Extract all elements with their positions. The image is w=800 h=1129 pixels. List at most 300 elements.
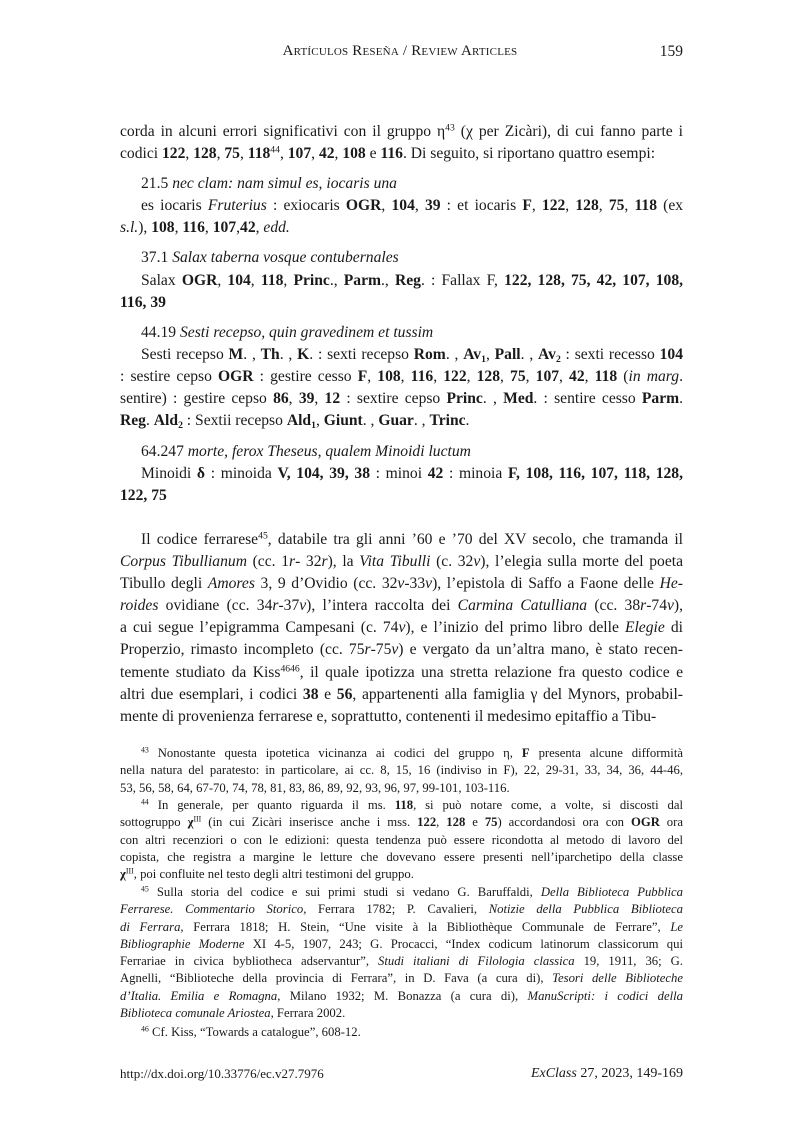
text-run: edd. <box>263 219 290 237</box>
text-run: Giunt <box>323 412 363 430</box>
text-run: , Ferrara 2002. <box>270 1006 346 1021</box>
text-line <box>120 292 683 314</box>
text-run: , <box>433 368 444 386</box>
text-run: 38 <box>302 685 319 703</box>
text-run: 75 <box>484 815 498 830</box>
text-run: Notizie della Pubblica Biblioteca <box>488 902 683 917</box>
example-4-heading <box>120 441 683 463</box>
text-run: : gestire cesso <box>253 368 358 386</box>
text-run: , <box>559 368 570 386</box>
text-run: 75 <box>608 197 625 214</box>
text-run: s.l. <box>120 219 139 237</box>
text-line <box>120 617 683 639</box>
text-run: , <box>255 219 264 237</box>
text-run: v <box>667 597 674 615</box>
text-line <box>120 247 683 269</box>
text-run: , <box>185 145 194 163</box>
superscript: 43 <box>141 745 149 755</box>
text-run: Nonostante questa ipotetica vicinanza ai codici del gruppo η, <box>148 746 522 760</box>
text-run: Pall <box>494 346 521 363</box>
text-run: Minoidi <box>141 465 197 482</box>
main-paragraph <box>120 529 683 728</box>
superscript: 4646 <box>280 663 300 675</box>
example-4-apparatus <box>120 463 683 507</box>
text-run: e <box>465 815 485 830</box>
text-run: ., <box>329 272 344 289</box>
text-run: Studi italiani di Filologia classica <box>377 954 575 969</box>
text-line <box>120 143 683 165</box>
subscript: 2 <box>178 420 183 432</box>
text-run: Corpus Tibullianum <box>120 553 247 571</box>
text-run: , appartenenti alla famiglia γ del Mynors, probabil- <box>352 685 683 703</box>
text-run: . <box>679 368 683 386</box>
text-run: , <box>204 219 213 237</box>
text-run: , <box>315 412 324 430</box>
text-line <box>120 573 683 595</box>
text-run: 3, 9 d’Ovidio (cc. 32 <box>254 575 398 593</box>
subscript: 2 <box>555 353 561 365</box>
text-line <box>120 595 683 617</box>
text-run: 108 <box>151 219 175 237</box>
text-line <box>120 551 683 573</box>
text-run: . , <box>482 390 504 408</box>
text-run: Le <box>670 919 684 934</box>
text-run: : sextire cepso <box>340 390 447 408</box>
volume-pages: 27, 2023, 149-169 <box>576 1066 683 1081</box>
text-run: -74 <box>646 597 667 615</box>
text-run: v <box>391 641 399 659</box>
text-run: di <box>664 619 683 637</box>
footnote-43 <box>120 745 683 797</box>
superscript: III <box>193 814 202 824</box>
text-run: e <box>318 685 337 703</box>
text-run: - 32 <box>295 553 322 571</box>
text-run: 116 <box>410 368 434 386</box>
text-line <box>120 953 683 970</box>
text-run: ), <box>138 219 152 237</box>
example-1-heading <box>120 173 683 195</box>
text-line <box>120 639 683 661</box>
text-run: 107 <box>287 145 312 163</box>
text-line <box>120 849 683 866</box>
text-run: 122 <box>443 368 467 386</box>
text-run: 128 <box>446 815 466 830</box>
text-run: , <box>525 368 536 386</box>
text-run: He- <box>659 575 683 593</box>
text-run: , <box>565 197 576 214</box>
text-run: . Di seguito, si riportano quattro esempi: <box>402 145 656 163</box>
text-run: , <box>311 145 319 163</box>
text-run: Reg <box>394 272 421 289</box>
text-run: . <box>145 412 154 430</box>
text-line <box>120 529 683 551</box>
superscript: 46 <box>141 1024 149 1034</box>
text-run: mente di provenienza ferrarese e, soprattutto, contenenti il medesimo epitaffio a Tibu- <box>120 707 657 725</box>
text-run: 42 <box>318 145 335 163</box>
text-run: di Ferrara <box>120 919 181 934</box>
superscript: III <box>125 866 134 876</box>
text-run: Guar <box>378 412 414 430</box>
text-run: Sesti recepso, quin gravedinem et tussim <box>179 324 434 341</box>
text-run: 122 <box>541 197 566 214</box>
text-run: Salax taberna vosque contubernales <box>172 249 399 266</box>
text-line <box>120 322 683 344</box>
text-run: Ferrarese. Commentario Storico <box>120 902 304 917</box>
text-run: F, 108, 116, 107, 118, 128, <box>507 465 683 482</box>
text-run: Med <box>503 390 534 408</box>
text-run: Elegie <box>624 619 665 637</box>
text-run: χ <box>120 867 126 882</box>
text-run: v <box>299 597 307 615</box>
text-run: 56 <box>336 685 353 703</box>
text-line <box>120 884 683 901</box>
text-run: presenta alcune difformità <box>529 746 683 760</box>
text-run: sentire) : gestire cepso <box>120 390 274 408</box>
text-run: (in cui Zicàri inserisce anche i mss. <box>201 815 418 830</box>
text-run: (ex <box>657 197 684 214</box>
text-run: r <box>364 641 371 659</box>
text-run: XI 4-5, 1907, 243; G. Procacci, “Index codicum latinorum classicorum qui <box>244 936 683 951</box>
text-run: v <box>398 619 406 637</box>
page-number: 159 <box>659 43 683 60</box>
text-line <box>120 441 683 463</box>
text-run: es iocaris <box>141 197 208 214</box>
text-run: F <box>522 197 532 214</box>
text-run: v <box>397 575 405 593</box>
text-line <box>120 662 683 684</box>
text-run: . , <box>279 346 298 363</box>
text-run: F <box>357 368 368 386</box>
text-run: Trinc <box>429 412 466 430</box>
text-run: . , <box>520 346 539 363</box>
text-run: F <box>521 746 530 760</box>
text-run: (χ per Zicàri), di cui fanno parte i <box>454 123 683 140</box>
journal-citation <box>531 1066 683 1082</box>
text-run: , <box>436 815 447 830</box>
superscript: 43 <box>445 122 455 134</box>
text-run: v <box>473 553 481 571</box>
text-run: , <box>239 145 248 163</box>
text-run: 116 <box>380 145 403 163</box>
text-line <box>120 780 683 797</box>
superscript: 45 <box>141 884 149 894</box>
text-line <box>120 366 683 388</box>
text-line <box>120 970 683 987</box>
text-run: . : sentire cesso <box>533 390 642 408</box>
text-line <box>120 410 683 432</box>
text-run: codici <box>120 145 162 163</box>
text-run: : exiocaris <box>266 197 346 214</box>
text-run: Parm <box>343 272 382 289</box>
text-run: Ferrariae in civica bybliotheca adservantur”, <box>120 954 378 969</box>
text-run: χ <box>187 815 194 830</box>
text-run: Salax <box>141 272 182 289</box>
text-run: : sexti recesso <box>560 346 660 363</box>
text-run: , <box>584 368 595 386</box>
text-run: (cc. 1 <box>246 553 289 571</box>
text-run: , <box>217 272 228 289</box>
text-run: : et iocaris <box>440 197 523 214</box>
text-run: , <box>236 219 241 237</box>
text-run: ovidiane (cc. 34 <box>158 597 273 615</box>
text-line <box>120 1024 683 1041</box>
intro-paragraph <box>120 121 683 165</box>
text-run: copista, che registra a margine le letture che dovevano essere presenti nell’iparchetipo della classe <box>120 849 683 864</box>
text-run: . : Fallax F, <box>420 272 505 289</box>
text-run: 86 <box>273 390 289 408</box>
text-run: 39 <box>424 197 441 214</box>
text-line <box>120 195 683 217</box>
text-run: , databile tra gli anni ’60 e ’70 del XV secolo, che tramanda il <box>267 531 683 548</box>
text-run: altri due esemplari, i codici <box>120 685 303 703</box>
text-line <box>120 217 683 239</box>
text-run: , Milano 1932; M. Bonazza (a cura di), <box>277 988 528 1003</box>
text-run: Rom <box>413 346 446 363</box>
text-run: 122 <box>417 815 437 830</box>
text-run: ), l’elegia sulla morte del poeta <box>480 553 683 571</box>
text-run: -37 <box>278 597 300 615</box>
text-run: , <box>283 272 294 289</box>
text-run: OGR <box>630 815 660 830</box>
text-run: 107 <box>212 219 237 237</box>
text-run: 75 <box>224 145 240 163</box>
text-line <box>120 814 683 831</box>
example-3-heading <box>120 322 683 344</box>
superscript: 44 <box>270 144 280 156</box>
text-run: 39 <box>298 390 315 408</box>
text-run: con altri recenziori o con le edizioni: questa tendenza può essere ricondotta al metodo di lavoro del <box>120 832 683 847</box>
text-line <box>120 485 683 507</box>
text-run: ., <box>381 272 395 289</box>
text-run: 118 <box>394 798 414 812</box>
text-run: K <box>297 346 310 363</box>
text-run: , <box>367 368 378 386</box>
text-run: 64.247 <box>141 443 188 460</box>
text-line <box>120 936 683 953</box>
text-run: 107 <box>535 368 560 386</box>
text-run: -33 <box>404 575 426 593</box>
text-run: , <box>414 197 425 214</box>
text-run: M <box>228 346 244 363</box>
text-run: r <box>640 597 647 615</box>
text-run: OGR <box>345 197 382 214</box>
text-run: 118 <box>634 197 657 214</box>
text-run: Carmina Catulliana <box>457 597 588 615</box>
text-run: Parm <box>641 390 680 408</box>
text-line <box>120 901 683 918</box>
text-run: ora <box>659 815 683 830</box>
text-line <box>120 684 683 706</box>
text-run: , <box>485 346 495 363</box>
text-run: v <box>425 575 433 593</box>
text-run: Sesti recepso <box>141 346 229 363</box>
text-run: ) accordandosi ora con <box>497 815 631 830</box>
text-run: , <box>250 272 261 289</box>
text-run: Della Biblioteca Pubblica <box>540 885 683 899</box>
text-run: , <box>314 390 325 408</box>
text-run: corda in alcuni errori significativi con il gruppo η <box>120 123 446 140</box>
text-run: 19, 1911, 36; G. <box>574 954 683 969</box>
text-run: Tesori delle Biblioteche <box>552 971 683 986</box>
text-run: Fruterius <box>207 197 267 214</box>
text-run: , poi confluite nel testo degli altri testimoni del gruppo. <box>133 867 414 882</box>
text-run: , <box>531 197 542 214</box>
text-run: , <box>500 368 511 386</box>
text-line <box>120 463 683 485</box>
text-run: : sestire cepso <box>120 368 219 386</box>
text-run: temente studiato da Kiss <box>120 663 281 681</box>
text-run: a cui segue l’epigramma Campesani (c. 74 <box>120 619 399 637</box>
text-run: , si può notare come, a volte, si discosti dal <box>413 798 683 812</box>
footnote-44 <box>120 797 683 883</box>
text-run: e <box>365 145 381 163</box>
text-run: ), l’epistola di Saffo a Faone delle <box>432 575 660 593</box>
text-run: 12 <box>324 390 341 408</box>
text-run: δ <box>196 465 206 482</box>
text-run: 108 <box>342 145 366 163</box>
text-run: 44.19 <box>141 324 180 341</box>
text-run: , <box>381 197 392 214</box>
text-run: d’Italia. Emilia e Romagna <box>120 988 278 1003</box>
text-line <box>120 762 683 779</box>
text-line <box>120 919 683 936</box>
text-run: roides <box>120 597 159 615</box>
text-run: , <box>288 390 299 408</box>
text-run: , <box>466 368 477 386</box>
text-line <box>120 344 683 366</box>
text-run: . : sexti recepso <box>309 346 414 363</box>
text-run: . <box>465 412 470 430</box>
text-run: Bibliographie Moderne <box>120 936 245 951</box>
text-run: ), <box>673 597 684 615</box>
text-run: Princ <box>293 272 330 289</box>
superscript: 44 <box>141 797 149 807</box>
text-run: Reg <box>120 412 146 430</box>
text-run: 42 <box>427 465 444 482</box>
text-run: 42 <box>240 219 256 237</box>
text-run: 122 <box>162 145 186 163</box>
text-run: Ald <box>153 412 179 430</box>
text-line <box>120 121 683 143</box>
example-3-apparatus <box>120 344 683 432</box>
text-run: r <box>272 597 279 615</box>
text-run: 128 <box>476 368 501 386</box>
text-run: OGR <box>181 272 218 289</box>
text-run: In generale, per quanto riguarda il ms. <box>148 798 395 812</box>
text-run: -75 <box>370 641 392 659</box>
text-run: . , <box>445 346 464 363</box>
text-run: : Sextii recepso <box>182 412 287 430</box>
text-run: Tibullo degli <box>120 575 208 593</box>
doi-link[interactable]: http://dx.doi.org/10.33776/ec.v27.7976 <box>120 1066 324 1081</box>
text-run: 118 <box>594 368 618 386</box>
text-run: V, 104, 39, 38 <box>277 465 370 482</box>
text-run: (cc. 38 <box>587 597 641 615</box>
running-head: Artículos Reseña / Review Articles <box>282 43 518 59</box>
text-run: ManuScripti: i codici della <box>527 988 683 1003</box>
text-run: 104 <box>227 272 251 289</box>
text-line <box>120 745 683 762</box>
journal-name: ExClass <box>530 1066 577 1081</box>
text-run: , Ferrara 1818; H. Stein, “Une visite à la Bibliothèque Communale de Ferrare”, <box>180 919 671 934</box>
text-run: nella natura del paratesto: in particolare, ai cc. 8, 15, 16 (indiviso in F), 22, 29-31, 33, 34, 36, 44-46, <box>120 763 683 778</box>
text-run: ), l’intera raccolta dei <box>306 597 458 615</box>
text-run: morte, ferox Theseus, qualem Minoidi luctum <box>187 443 471 460</box>
text-run: ), la <box>327 553 360 571</box>
text-run: sottogruppo <box>120 815 188 830</box>
text-line <box>120 270 683 292</box>
text-run: (c. 32 <box>430 553 474 571</box>
text-run: Amores <box>207 575 255 593</box>
text-line <box>120 988 683 1005</box>
text-run: in marg <box>628 368 680 386</box>
text-run: Properzio, rimasto incompleto (cc. 75 <box>120 641 365 659</box>
text-run: Av <box>538 346 556 363</box>
text-line <box>120 706 683 728</box>
text-run: ) e vergato da un’altra mano, è stato recen- <box>398 641 683 659</box>
text-run: Agnelli, “Biblioteche della provincia di Ferrara”, in D. Fava (a cura di), <box>120 971 553 986</box>
text-run: , <box>598 197 609 214</box>
text-run: OGR <box>218 368 254 386</box>
text-run: Biblioteca comunale Ariostea <box>120 1006 271 1021</box>
subscript: 1 <box>481 353 486 365</box>
text-run: 104 <box>659 346 684 363</box>
superscript: 45 <box>258 530 268 542</box>
text-run: 21.5 <box>141 175 173 192</box>
text-run: 118 <box>247 145 271 163</box>
text-run: Princ <box>446 390 483 408</box>
text-line <box>120 866 683 883</box>
text-run: 104 <box>391 197 415 214</box>
text-run: 37.1 <box>141 249 173 266</box>
footnote-46 <box>120 1024 683 1041</box>
example-2-apparatus <box>120 270 683 314</box>
text-run: , il quale ipotizza una stretta relazione fra questo codice e <box>299 663 683 681</box>
text-run: , <box>216 145 225 163</box>
text-line <box>120 797 683 814</box>
text-run: Ald <box>286 412 312 430</box>
text-run: : minoia <box>443 465 508 482</box>
text-run: . , <box>362 412 379 430</box>
text-run: ), e l’inizio del primo libro delle <box>405 619 625 637</box>
text-run: 108 <box>377 368 401 386</box>
subscript: 1 <box>311 420 316 432</box>
text-run: 128 <box>193 145 217 163</box>
text-run: 116 <box>182 219 205 237</box>
text-line <box>120 832 683 849</box>
text-run: , Ferrara 1782; P. Cavalieri, <box>303 902 489 917</box>
example-1-apparatus <box>120 195 683 239</box>
text-run: Il codice ferrarese <box>141 531 259 548</box>
text-run: r <box>289 553 296 571</box>
text-run: , <box>400 368 411 386</box>
text-run: , <box>624 197 635 214</box>
text-run: Av <box>463 346 482 363</box>
text-run: nec clam: nam simul es, iocaris una <box>172 175 397 192</box>
text-run: : minoida <box>205 465 278 482</box>
text-line <box>120 1005 683 1022</box>
text-run: . , <box>413 412 430 430</box>
text-run: r <box>321 553 328 571</box>
text-line <box>120 388 683 410</box>
footnote-45 <box>120 884 683 1022</box>
text-run: Vita Tibulli <box>359 553 431 571</box>
text-run: 122, 75 <box>120 487 167 505</box>
text-run: : minoi <box>370 465 428 482</box>
text-run: Cf. Kiss, “Towards a catalogue”, 608-12. <box>148 1025 361 1039</box>
text-run: ( <box>617 368 629 386</box>
text-run: Th <box>260 346 280 363</box>
